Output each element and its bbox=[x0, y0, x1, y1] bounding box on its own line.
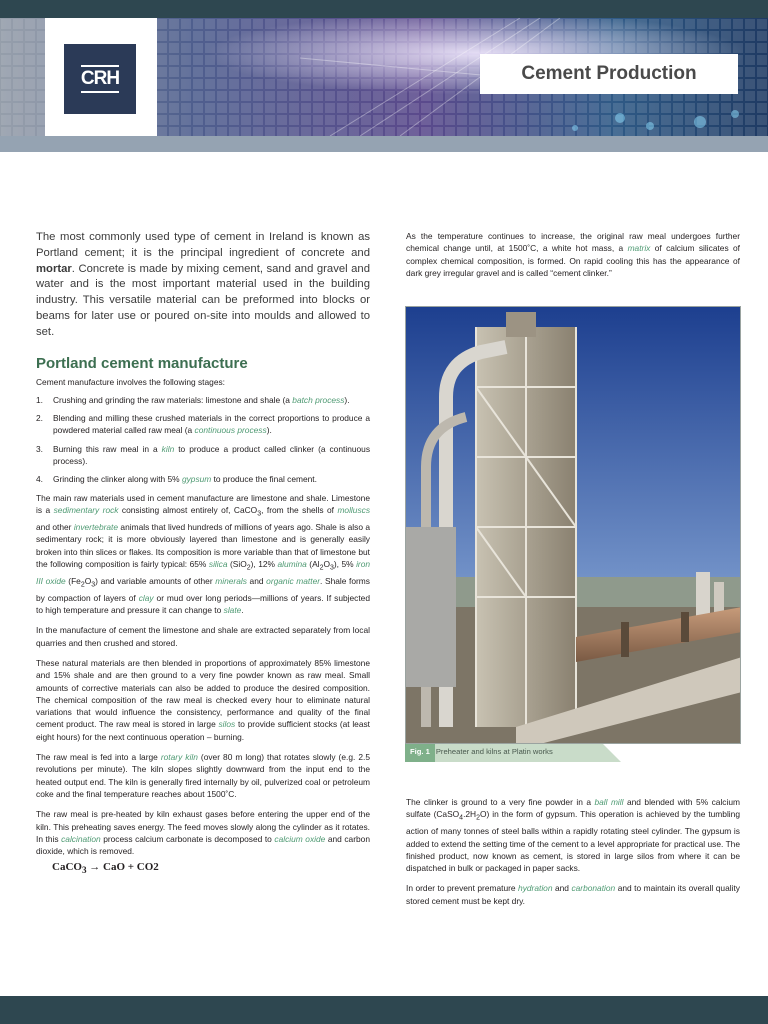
temperature-paragraph: As the temperature continues to increase, the original raw meal undergoes further chemical change until, at 1500˚C, a white hot mass, a matrix of calcium silicates of complex chemical composition, is formed. On rapid cooling this has the appearance of dark grey irregular gravel and is called “cement clinker.” bbox=[406, 231, 741, 278]
list-item: 1. Crushing and grinding the raw materials: limestone and shale (a batch process). bbox=[36, 394, 350, 405]
figure-label: Fig. 1 bbox=[410, 747, 430, 756]
plant-illustration bbox=[406, 307, 741, 744]
page-title: Cement Production bbox=[521, 63, 697, 84]
stages-intro: Cement manufacture involves the following stages: bbox=[36, 376, 226, 387]
calcination-equation: CaCO$_3$ → CaO + CO2 bbox=[52, 861, 159, 876]
title-panel bbox=[480, 54, 738, 94]
top-bar bbox=[0, 0, 768, 18]
list-item: 4. Grinding the clinker along with 5% gypsum to produce the final cement. bbox=[36, 474, 317, 485]
raw-materials-paragraph: The main raw materials used in cement manufacture are limestone and shale. Limestone is a sedimentary rock consisting almost entirely of, CaCO$_3$, from the shells of molluscs and other invertebrate animals that lived hundreds of millions of years ago. Shale is also a sedimentary rock; it is more obviously layered than limestone and is generally easily broken into thin slices or flakes. Its composition is more variable than that of limestone but the following composition is fairly typical: 65% silica (SiO$_2$), 12% alumina $(Al_2O_3)$, 5% iron III oxide $(Fe_2O_3)$ and variable amounts of other minerals and organic matter. Shale forms by compaction of layers of clay or mud over long periods—millions of years. If subjected to high temperature and pressure it can change to slate. bbox=[36, 492, 371, 616]
cement-plant-photo bbox=[405, 306, 741, 744]
intro-paragraph: The most commonly used type of cement in Ireland is known as Portland cement; it is the principal ingredient of concrete and mortar. Concrete is made by mixing cement, sand and gravel and water and is the most important material used in the building industry. This versatile material can be preformed into blocks or beams for later use or poured on-site into moulds and allowed to set. bbox=[36, 231, 370, 338]
kiln-paragraph: The raw meal is fed into a large rotary kiln (over 80 m long) that rotates slowly (e.g. 2.5 revolutions per minute). The kiln slopes slightly downward from the input end to the heated output end. The kiln is generally fired internally by oil, pulverized coal or petroleum coke and the final temperature reaches about 1500˚C. bbox=[36, 752, 370, 799]
figure-caption bbox=[405, 744, 621, 762]
extraction-paragraph: In the manufacture of cement the limestone and shale are extracted separately from local quarries and then crushed and stored. bbox=[36, 625, 370, 648]
section-heading: Portland cement manufacture bbox=[36, 354, 248, 372]
list-item: 2. Blending and milling these crushed materials in the correct proportions to produce a powdered material called raw meal (a continuous process). bbox=[36, 413, 370, 436]
preheat-paragraph: The raw meal is pre-heated by kiln exhaust gases before entering the upper end of the kiln. This preheating saves energy. The feed moves slowly along the cylinder as it rotates. In this calcination process calcium carbonate is decomposed to calcium oxide and carbon dioxide, which is removed. bbox=[36, 809, 370, 857]
footer-bar bbox=[0, 996, 768, 1024]
figure-caption-text: Preheater and kilns at Platin works bbox=[435, 747, 553, 756]
crh-logo: CRH bbox=[64, 44, 136, 114]
blending-paragraph: These natural materials are then blended in proportions of approximately 85% limestone and 15% shale and are then ground to a very fine powder known as raw meal. Small amounts of corrective materials can also be added to produce the desired composition. The chemical composition of the raw meal is checked every hour to eliminate natural variations that would influence the consistency, performance and quality of the final cement product. The raw meal is stored in large silos to provide sufficient stocks (at least eight hours) for the next continuous operation – burning. bbox=[36, 657, 371, 742]
logo-panel bbox=[45, 18, 157, 136]
list-item: 3. Burning this raw meal in a kiln to produce a product called clinker (a continuous process). bbox=[36, 443, 371, 467]
left-column bbox=[36, 230, 370, 876]
clinker-paragraph: The clinker is ground to a very fine powder in a ball mill and blended with 5% calcium sulfate $(CaSO_4.2H_2O)$ in the form of gypsum. This operation is achieved by the tumbling action of many tonnes of steel balls within a rapidly rotating steel cylinder. The gypsum is added to extend the setting time of the cement to a level appropriate for practical use. The finished product, now known as cement, is stored in large silos from where it can be dispatched in bulk or packaged in paper sacks. bbox=[406, 797, 740, 874]
right-column-bottom bbox=[406, 796, 740, 915]
stages-list bbox=[36, 394, 370, 486]
storage-paragraph: In order to prevent premature hydration and carbonation and to maintain its overall quality stored cement must be kept dry. bbox=[406, 883, 740, 906]
header-strip bbox=[0, 136, 768, 152]
right-column-top bbox=[406, 230, 740, 287]
